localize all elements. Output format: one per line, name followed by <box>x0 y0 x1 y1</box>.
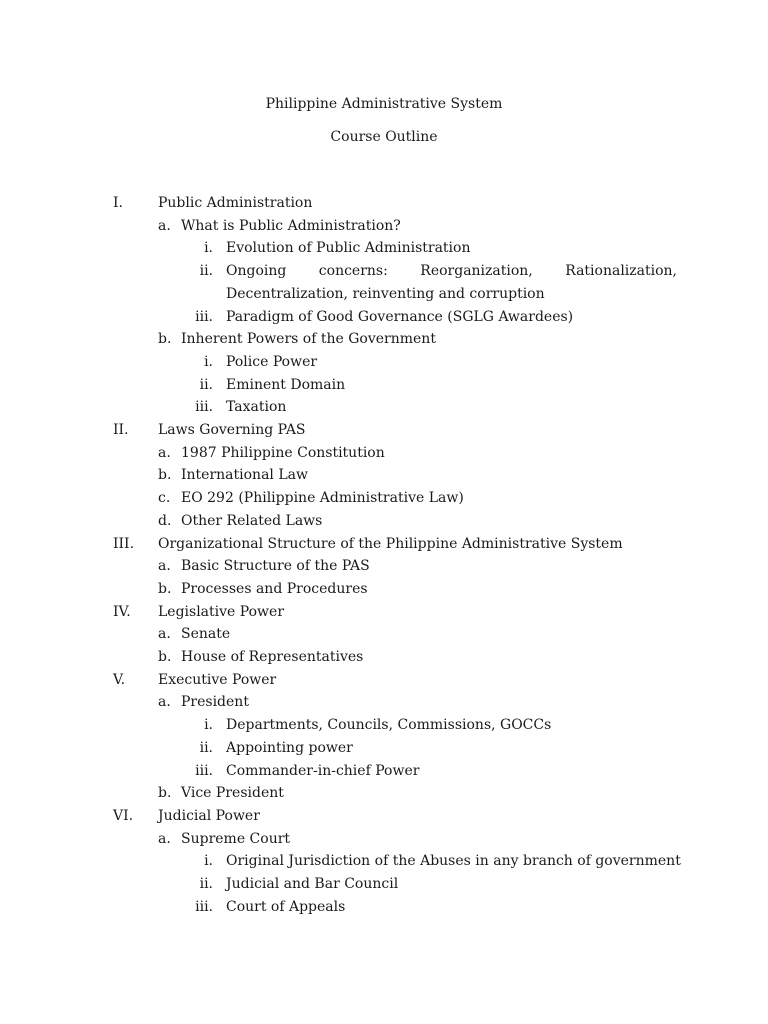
outline-text: Police Power <box>226 353 318 370</box>
outline-marker: ii. <box>199 376 213 393</box>
outline-text: Executive Power <box>158 671 277 688</box>
outline-marker: a. <box>158 694 171 711</box>
outline-marker: a. <box>158 830 171 847</box>
outline-marker: b. <box>158 467 172 484</box>
outline-text: Vice President <box>181 785 284 802</box>
outline-item-level-3 <box>0 396 768 419</box>
outline-text: House of Representatives <box>181 649 364 665</box>
outline-marker: VI. <box>113 807 134 824</box>
outline-item-level-3 <box>0 306 768 329</box>
outline-item-level-1 <box>0 805 768 828</box>
outline-text: Supreme Court <box>181 830 291 847</box>
outline-item-level-2 <box>0 578 768 601</box>
outline-text: Organizational Structure of the Philippine Administrative System <box>158 535 623 552</box>
outline-text: Decentralization, reinventing and corruption <box>226 285 545 302</box>
outline-marker: b. <box>158 331 172 348</box>
outline-item-level-3 <box>0 714 768 737</box>
outline-text: Senate <box>181 626 231 643</box>
outline-text: Departments, Councils, Commissions, GOCCs <box>226 717 552 734</box>
outline-marker: ii. <box>199 739 213 756</box>
outline-text: Original Jurisdiction of the Abuses in any branch of government <box>226 853 681 870</box>
outline-item-level-2 <box>0 442 768 465</box>
outline-text: 1987 Philippine Constitution <box>181 444 385 461</box>
outline-text: Processes and Procedures <box>181 580 368 597</box>
outline-marker: c. <box>158 490 171 507</box>
outline-text: President <box>181 694 249 711</box>
outline-item-level-2 <box>0 691 768 714</box>
outline-text: Ongoing concerns: Reorganization, Rationalization, <box>226 263 677 280</box>
outline-marker: a. <box>158 217 171 234</box>
outline-item-level-2 <box>0 215 768 238</box>
outline-marker: b. <box>158 785 172 802</box>
outline-item-level-2 <box>0 464 768 487</box>
outline-text: Laws Governing PAS <box>158 422 306 438</box>
outline-text: Public Administration <box>158 195 313 211</box>
outline-item-level-3 <box>0 351 768 374</box>
outline-text: Legislative Power <box>158 603 285 620</box>
outline-text: Inherent Powers of the Government <box>181 331 436 348</box>
outline-text: Basic Structure of the PAS <box>181 558 370 575</box>
outline-item-level-1 <box>0 601 768 624</box>
outline-marker: d. <box>158 512 172 529</box>
outline-item-level-3 <box>0 896 768 919</box>
outline-item-level-1 <box>0 192 768 215</box>
outline-text: Other Related Laws <box>181 512 323 529</box>
outline-item-level-1 <box>0 533 768 556</box>
outline-marker: i. <box>204 853 213 870</box>
outline-marker: b. <box>158 649 172 665</box>
outline-text: Eminent Domain <box>226 376 346 393</box>
outline-item-level-2 <box>0 328 768 351</box>
outline-item-level-3 <box>0 873 768 896</box>
outline-text: Appointing power <box>226 739 353 756</box>
outline-item-level-3 <box>0 760 768 783</box>
outline-marker: i. <box>204 240 213 257</box>
outline-item-level-3 <box>0 374 768 397</box>
outline-text: Paradigm of Good Governance (SGLG Awardees) <box>226 308 574 325</box>
outline-item-level-3 <box>0 260 768 283</box>
outline-text: What is Public Administration? <box>181 217 401 234</box>
outline-marker: a. <box>158 626 171 643</box>
outline-marker: b. <box>158 580 172 597</box>
outline-marker: ii. <box>199 876 213 892</box>
outline-text: Judicial Power <box>158 807 260 824</box>
outline-marker: iii. <box>195 399 213 416</box>
outline-marker: V. <box>113 671 126 688</box>
outline-marker: iii. <box>195 762 213 779</box>
outline-marker: III. <box>113 535 135 552</box>
outline-item-level-3 <box>0 850 768 873</box>
outline-marker: i. <box>204 353 213 370</box>
outline-text: Commander-in-chief Power <box>226 762 420 779</box>
outline-marker: a. <box>158 558 171 575</box>
document-subtitle: Course Outline <box>330 129 438 145</box>
outline-item-level-1 <box>0 669 768 692</box>
outline-marker: II. <box>113 422 129 438</box>
outline-item-level-2 <box>0 782 768 805</box>
outline-text: Judicial and Bar Council <box>226 876 399 892</box>
outline-item-level-1 <box>0 419 768 442</box>
outline-marker: ii. <box>199 263 213 280</box>
outline-item-level-3 <box>0 737 768 760</box>
outline-marker: a. <box>158 444 171 461</box>
outline-marker: IV. <box>113 603 131 620</box>
outline-marker: iii. <box>195 308 213 325</box>
outline-item-level-2 <box>0 646 768 669</box>
outline-text: Taxation <box>226 399 287 416</box>
outline-item-level-3 <box>0 237 768 260</box>
outline-text: International Law <box>181 467 308 484</box>
outline-text: Evolution of Public Administration <box>226 240 471 257</box>
outline-item-level-2 <box>0 487 768 510</box>
outline-marker: I. <box>113 195 123 211</box>
outline-text: EO 292 (Philippine Administrative Law) <box>181 490 464 507</box>
outline-item-level-2 <box>0 555 768 578</box>
outline-item-level-2 <box>0 510 768 533</box>
outline-marker: iii. <box>195 898 213 915</box>
document-title: Philippine Administrative System <box>265 96 503 112</box>
outline-item-level-3 <box>0 283 768 306</box>
outline-marker: i. <box>204 717 213 734</box>
outline-text: Court of Appeals <box>226 898 346 915</box>
outline-item-level-2 <box>0 623 768 646</box>
outline-item-level-2 <box>0 828 768 851</box>
